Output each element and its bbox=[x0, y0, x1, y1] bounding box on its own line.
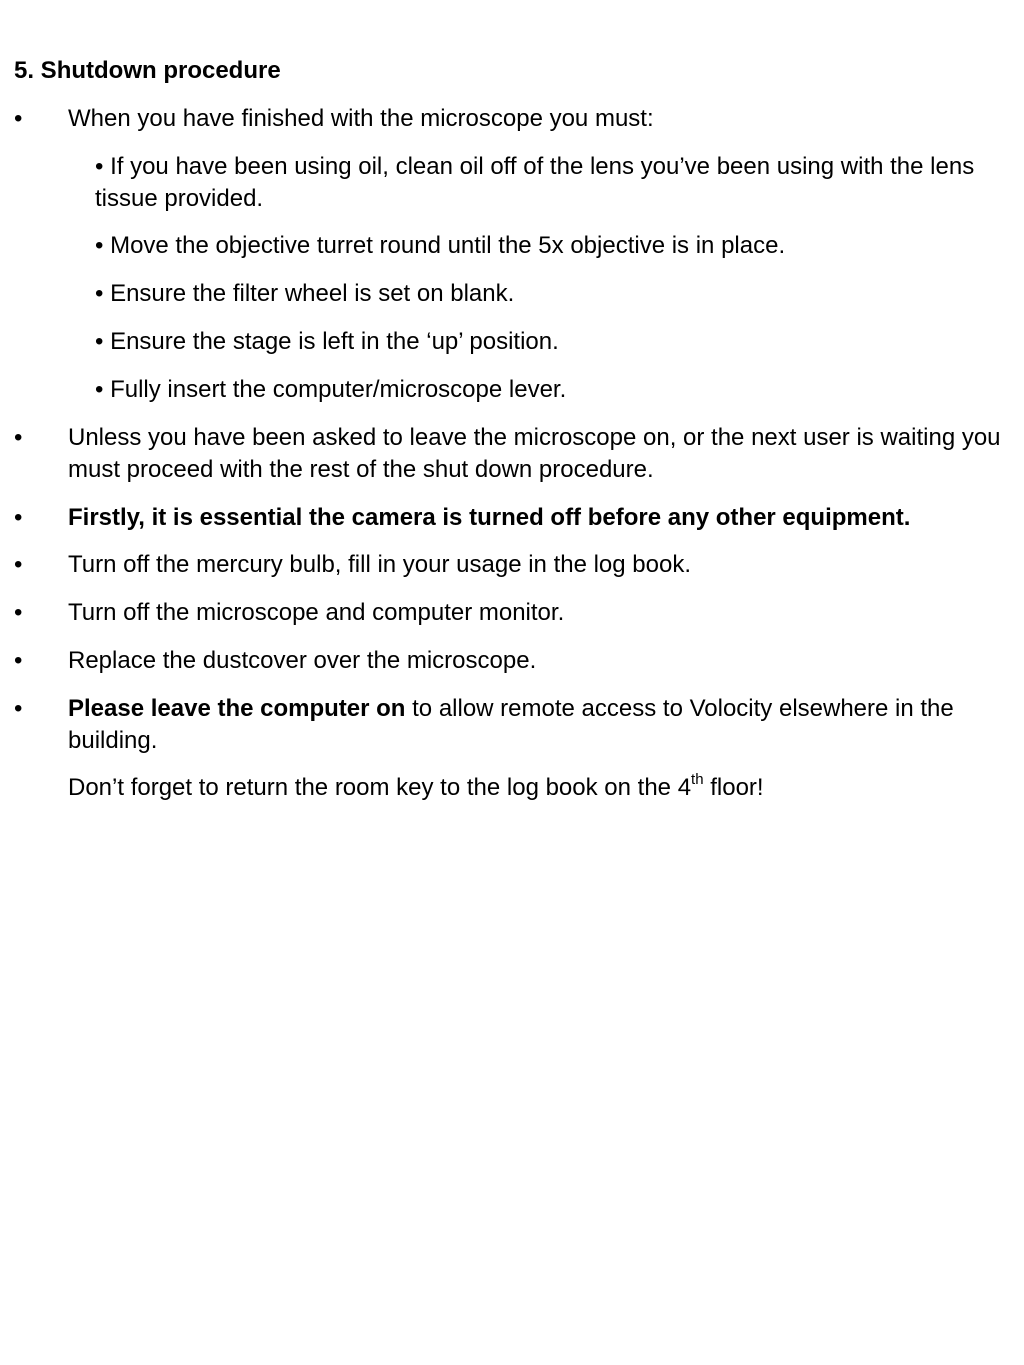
section-heading: 5. Shutdown procedure bbox=[14, 57, 281, 84]
list-item-text-emphasis: Firstly, it is essential the camera is turned off before any other equipment. bbox=[68, 504, 911, 531]
bullet-icon: • bbox=[14, 504, 23, 531]
bullet-icon: • bbox=[14, 551, 23, 578]
bullet-icon: • bbox=[14, 105, 23, 132]
list-item-text-rest: to allow remote access to Volocity elsewhere in the building. bbox=[68, 695, 954, 754]
footer-note-pre: Don’t forget to return the room key to the log book on the 4 bbox=[68, 774, 692, 801]
list-item-text: Replace the dustcover over the microscope. bbox=[68, 647, 537, 674]
sub-list-item-text: • Ensure the stage is left in the ‘up’ position. bbox=[95, 328, 559, 355]
bullet-icon: • bbox=[14, 647, 23, 674]
sub-list-item-text: • Fully insert the computer/microscope lever. bbox=[95, 376, 567, 403]
footer-note-text bbox=[68, 772, 1013, 804]
footer-note-post: floor! bbox=[703, 774, 764, 801]
sub-list-item-text: • Move the objective turret round until the 5x objective is in place. bbox=[95, 232, 786, 259]
bullet-icon: • bbox=[14, 599, 23, 626]
list-item-text: Turn off the mercury bulb, fill in your usage in the log book. bbox=[68, 551, 692, 578]
list-item-text bbox=[68, 693, 1013, 757]
list-item-text: Unless you have been asked to leave the microscope on, or the next user is waiting you must proceed with the rest of the shut down procedure. bbox=[68, 424, 1001, 483]
sub-list-item-text: • If you have been using oil, clean oil off of the lens you’ve been using with the lens tissue provided. bbox=[95, 153, 975, 212]
sub-list-item-text: • Ensure the filter wheel is set on blank. bbox=[95, 280, 515, 307]
list-item-text: Turn off the microscope and computer monitor. bbox=[68, 599, 565, 626]
bullet-icon: • bbox=[14, 424, 23, 451]
list-item-text-emphasis: Please leave the computer on bbox=[68, 695, 406, 722]
footer-note-ordinal: th bbox=[691, 771, 704, 788]
bullet-icon: • bbox=[14, 695, 23, 722]
list-item-text: When you have finished with the microscope you must: bbox=[68, 105, 654, 132]
